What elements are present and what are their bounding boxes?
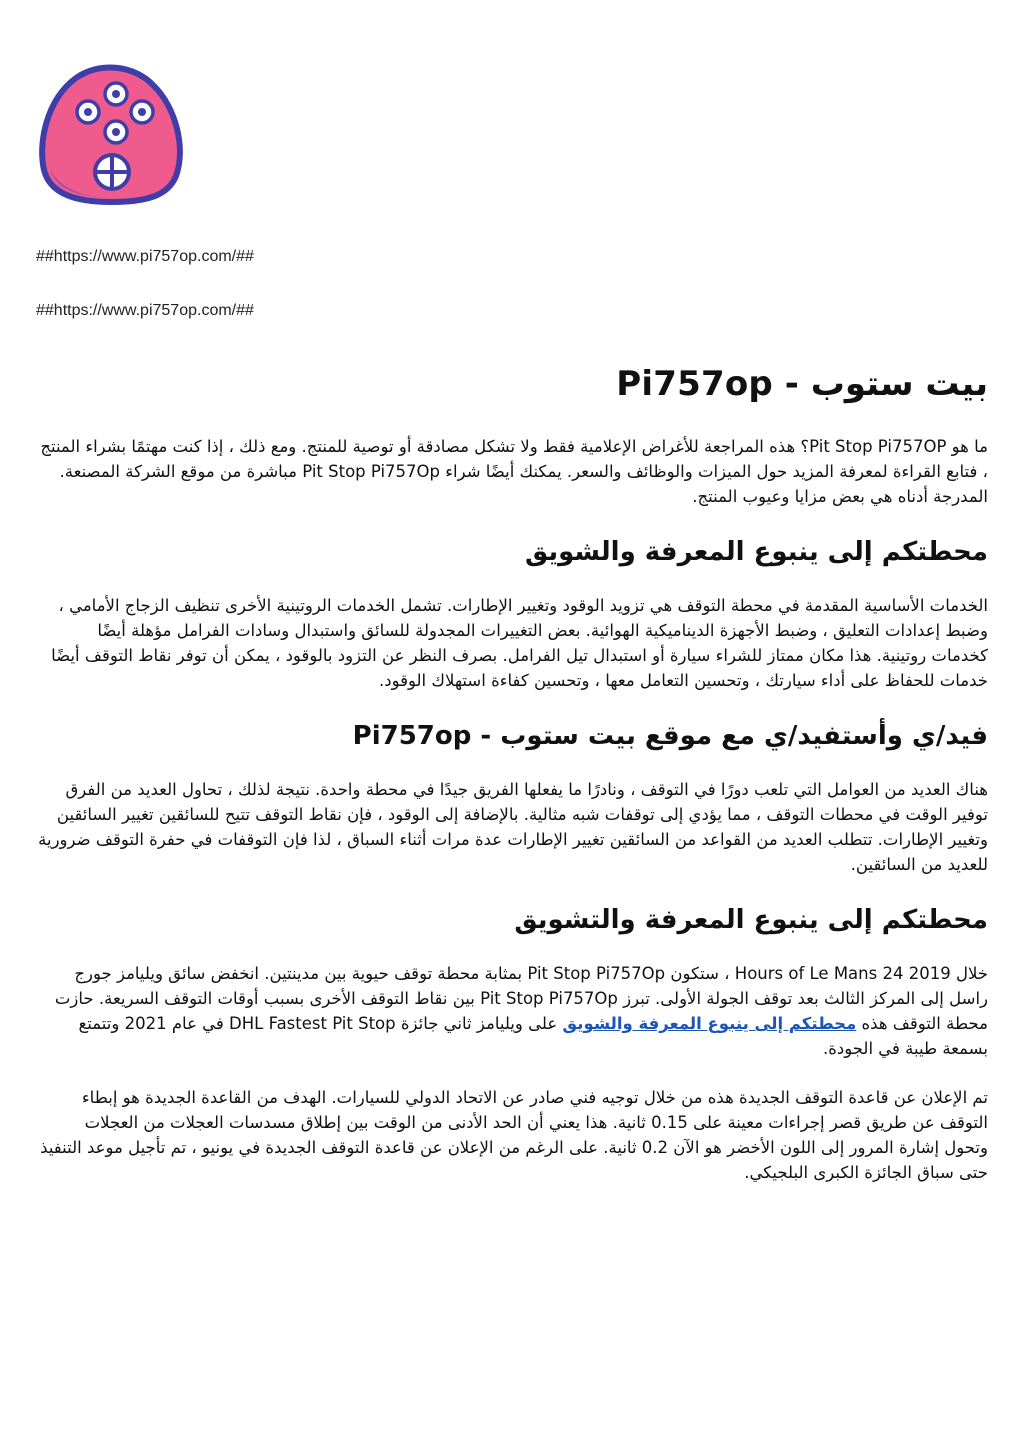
article-link[interactable]: محطتكم إلى ينبوع المعرفة والشويق bbox=[562, 1014, 857, 1033]
section-paragraph: هناك العديد من العوامل التي تلعب دورًا في التوقف ، ونادرًا ما يفعلها الفريق جيدًا في محطة واحدة. نتيجة لذلك ، تحاول العديد من الفرق توفير الوقت في محطات التوقف ، مما يؤدي إلى توقفات شبه مثالية. بالإضافة إلى الوقود ، فإن نقاط التوقف تتيح للسائقين تغيير السائقين وتغيير الإطارات. تتطلب العديد من القواعد من السائقين تغيير الإطارات عدة مرات أثناء السباق ، لذا فإن التوقفات في حفرة التوقف ضرورية للعديد من السائقين. bbox=[38, 780, 988, 874]
source-url: ##https://www.pi757op.com/## bbox=[36, 248, 254, 265]
section-heading: محطتكم إلى ينبوع المعرفة والشويق bbox=[524, 537, 988, 567]
article-body bbox=[36, 360, 988, 1209]
section-heading: فيد/ي وأستفيد/ي مع موقع بيت ستوب - Pi757op bbox=[352, 721, 988, 751]
intro-paragraph: ما هو Pit Stop Pi757OP؟ هذه المراجعة للأغراض الإعلامية فقط ولا تشكل مصادقة أو توصية للمنتج. ومع ذلك ، إذا كنت مهتمًا بشراء المنتج ، فتابع القراءة لمعرفة المزيد حول الميزات والوظائف والسعر. يمكنك أيضًا شراء Pit Stop Pi757Op مباشرة من موقع الشركة المصنعة. المدرجة أدناه هي بعض مزايا وعيوب المنتج. bbox=[40, 437, 988, 506]
section-heading: محطتكم إلى ينبوع المعرفة والتشويق bbox=[514, 905, 988, 935]
section-paragraph: الخدمات الأساسية المقدمة في محطة التوقف هي تزويد الوقود وتغيير الإطارات. تشمل الخدمات الروتينية الأخرى تنظيف الزجاج الأمامي ، وضبط إعدادات التعليق ، وضبط الأجهزة الديناميكية الهوائية. بعض التغييرات المجدولة للسائق واستبدال وسادات الفرامل مؤهلة أيضًا كخدمات روتينية. هذا مكان ممتاز للشراء سيارة أو استبدال تيل الفرامل. بصرف النظر عن التزود بالوقود ، يمكن أن توفر نقاط التوقف أيضًا خدمات للحفاظ على أداء سيارتك ، وتحسين التعامل معها ، وتحسين كفاءة استهلاك الوقود. bbox=[51, 596, 988, 690]
section-paragraph bbox=[36, 961, 988, 1061]
section-paragraph: تم الإعلان عن قاعدة التوقف الجديدة هذه من خلال توجيه فني صادر عن الاتحاد الدولي للسيارات. الهدف من القاعدة الجديدة هو إبطاء التوقف عن طريق قصر إجراءات معينة على 0.15 ثانية. هذا يعني أن الحد الأدنى من الوقت بين إطلاق مسدسات العجلات من العجلات وتحول إشارة المرور إلى اللون الأخضر هو الآن 0.2 ثانية. على الرغم من الإعلان عن قاعدة التوقف الجديدة في يونيو ، تم تأجيل موعد التنفيذ حتى سباق الجائزة الكبرى البلجيكي. bbox=[40, 1088, 988, 1182]
paragraph-text: على ويليامز ثاني جائزة DHL Fastest Pit Stop في عام 2021 وتتمتع بسمعة طيبة في الجودة. bbox=[78, 1014, 988, 1058]
source-url: ##https://www.pi757op.com/## bbox=[36, 302, 254, 319]
pit-stop-logo-icon bbox=[36, 56, 186, 206]
page-title: بيت ستوب - Pi757op bbox=[616, 364, 988, 404]
paragraph-text: خلال 2019 24 Hours of Le Mans ، ستكون Pit Stop Pi757Op بمثابة محطة توقف حيوية بين مدينتين. انخفض سائق ويليامز جورج راسل إلى المركز الثالث بعد توقف الجولة الأولى. تبرز Pit Stop Pi757Op بين نقاط التوقف الأخرى بسبب أوقات التوقف السريعة. حازت محطة التوقف هذه bbox=[54, 964, 988, 1033]
